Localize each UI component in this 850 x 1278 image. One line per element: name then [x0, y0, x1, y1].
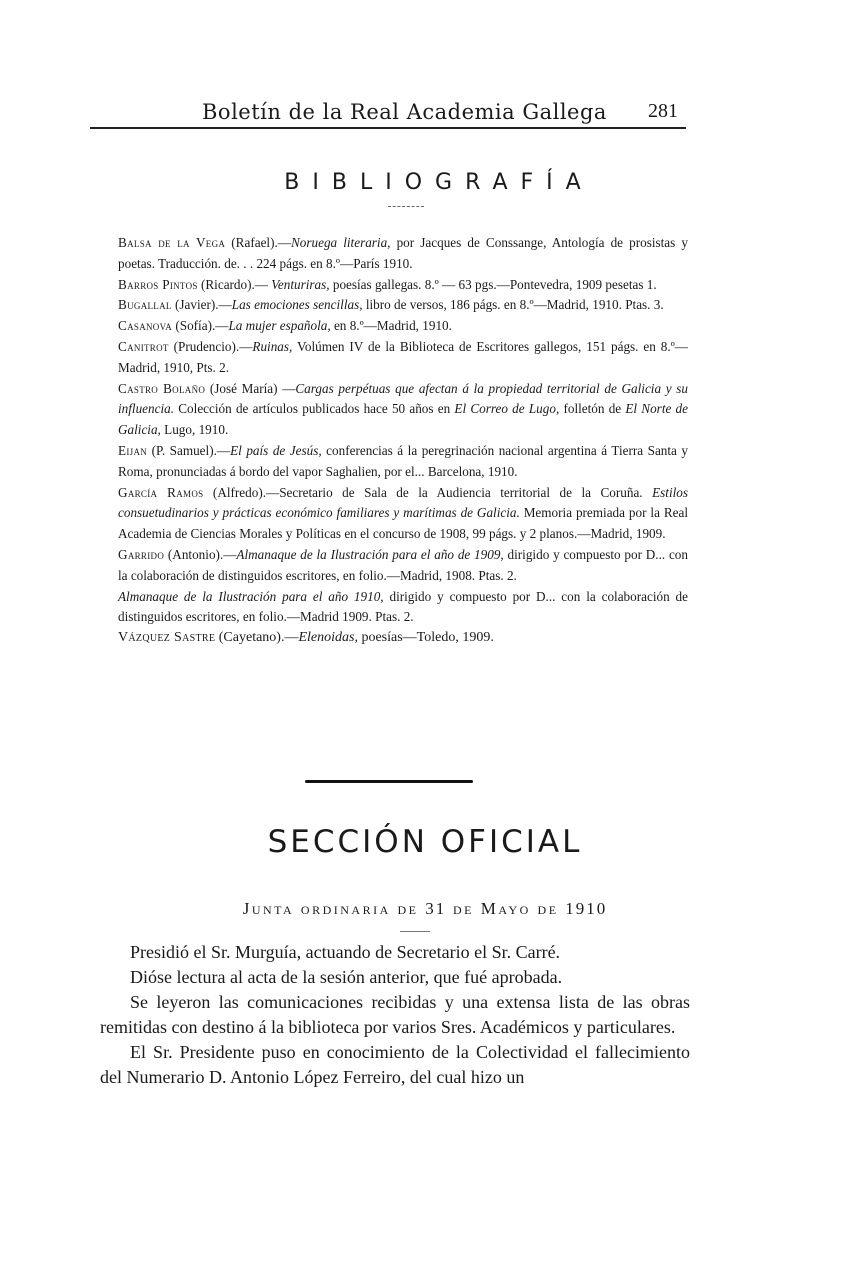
bibliography-heading: BIBLIOGRAFÍA [284, 170, 594, 195]
entry-details: en 8.º—Madrid, 1910. [330, 318, 452, 334]
minutes-body [100, 940, 690, 1090]
entry-author: Castro Bolaño [118, 380, 206, 396]
header-rule [90, 127, 686, 129]
entry-title: La mujer española, [228, 318, 331, 334]
entry-title: Almanaque de la Ilustración para el año 1910, [118, 588, 384, 604]
entry-author: Barros Pintos [118, 276, 198, 292]
bibliography-entry [118, 587, 688, 629]
entry-details: folletón de [559, 401, 626, 417]
session-title-text: Junta ordinaria de [242, 899, 426, 918]
entry-periodical: El Correo de Lugo, [454, 401, 560, 417]
entry-periodical: El Norte de Galicia, [118, 401, 688, 438]
entry-details: dirigido y compuesto por D... con la colaboración de distinguidos escritores, en folio.—Madrid, 1908. Ptas. 2. [118, 546, 688, 583]
session-title-text: de Mayo de [446, 899, 566, 918]
bibliography-entry [118, 316, 688, 337]
entry-author: Balsa de la Vega [118, 235, 226, 250]
entry-title: Almanaque de la Ilustración para el año de 1909, [236, 546, 504, 562]
bibliography-entry [118, 379, 688, 441]
entry-details: libro de versos, 186 págs. en 8.º—Madrid, 1910. Ptas. 3. [362, 297, 664, 313]
section-divider [305, 780, 473, 783]
bibliography-entry [118, 233, 688, 275]
entry-author: Canitrot [118, 338, 169, 354]
bibliography-entry [118, 275, 688, 296]
bibliography-entry [118, 337, 688, 379]
entry-title: Elenoidas, [298, 630, 358, 646]
entry-details: Colección de artículos publicados hace 50 años en [174, 401, 455, 417]
entry-given-name: (Javier).— [171, 297, 232, 313]
entry-author: Eijan [118, 442, 148, 458]
entry-details: poesías gallegas. 8.º — 63 pgs.—Pontevedra, 1909 pesetas 1. [329, 276, 657, 292]
bibliography-entry [118, 545, 688, 587]
entry-given-name: (P. Samuel).— [147, 442, 231, 458]
entry-given-name: (Prudencio).— [168, 338, 253, 354]
entry-details: Lugo, 1910. [160, 422, 229, 438]
entry-details: por Jacques de Conssange, Antología de prosistas y poetas. Traducción. de. . . 224 págs. en 8.º—París 1910. [118, 235, 688, 271]
official-section-heading: SECCIÓN OFICIAL [267, 824, 583, 860]
session-title [0, 899, 850, 919]
minutes-paragraph: Se leyeron las comunicaciones recibidas y una extensa lista de las obras remitidas con destino á la biblioteca por varios Sres. Académicos y particulares. [100, 992, 690, 1037]
running-title: Boletín de la Real Academia Gallega [202, 100, 607, 124]
entry-details: Secretario de Sala de la Audiencia territorial de la Coruña. [279, 484, 653, 500]
entry-author: Garrido [118, 546, 165, 562]
session-rule [400, 931, 430, 932]
bibliography-entry [118, 628, 688, 649]
entry-given-name: (Ricardo).— [197, 276, 272, 292]
minutes-paragraph: Dióse lectura al acta de la sesión anterior, que fué aprobada. [130, 967, 563, 987]
bibliography-entry [118, 483, 688, 545]
bibliography-list [118, 233, 688, 649]
entry-given-name: (José María) — [205, 380, 296, 396]
entry-details: Volúmen IV de la Biblioteca de Escritores gallegos, 151 págs. en 8.º—Madrid, 1910, Pts. 2. [118, 338, 688, 375]
entry-given-name: (Cayetano).— [215, 630, 299, 646]
entry-title: Las emociones sencillas, [231, 297, 363, 313]
entry-details: conferencias á la peregrinación nacional argentina á Tierra Santa y Roma, pronunciadas á bordo del vapor Saghalien, por el... Barcelona, 1910. [118, 442, 689, 479]
bibliography-entry [118, 295, 688, 316]
entry-title: Noruega literaria, [290, 235, 391, 250]
entry-given-name: (Sofía).— [172, 318, 229, 334]
entry-author: Vázquez Sastre [118, 630, 216, 646]
entry-title: Cargas perpétuas que afectan á la propiedad territorial de Galicia y su influencia. [118, 380, 688, 417]
entry-details: dirigido y compuesto por D... con la colaboración de distinguidos escritores, en folio.—Madrid 1909. Ptas. 2. [118, 588, 689, 625]
entry-title: El país de Jesús, [230, 442, 322, 458]
running-header [90, 96, 686, 130]
entry-given-name: (Alfredo).— [203, 484, 280, 500]
session-day: 31 [425, 899, 447, 918]
entry-details: poesías—Toledo, 1909. [357, 630, 494, 646]
minutes-paragraph: Presidió el Sr. Murguía, actuando de Secretario el Sr. Carré. [130, 942, 561, 962]
entry-given-name: (Antonio).— [164, 546, 237, 562]
heading-ornament [388, 206, 424, 207]
entry-given-name: (Rafael).— [225, 235, 291, 250]
entry-author: García Ramos [118, 484, 204, 500]
session-year: 1910 [565, 899, 608, 918]
bibliography-entry [118, 441, 688, 483]
entry-title: Ruinas, [252, 338, 293, 354]
entry-title: Venturiras, [271, 276, 330, 292]
entry-title: Estilos consuetudinarios y prácticas económico familiares y marítimas de Galicia. [118, 484, 688, 521]
entry-author: Bugallal [118, 297, 172, 313]
page-number: 281 [648, 100, 678, 122]
entry-author: Casanova [118, 318, 173, 334]
entry-details: Memoria premiada por la Real Academia de Ciencias Morales y Políticas en el concurso de 1908, 99 págs. y 2 planos.—Madrid, 1909. [118, 505, 688, 542]
minutes-paragraph: El Sr. Presidente puso en conocimiento de la Colectividad el fallecimiento del Numerario D. Antonio López Ferreiro, del cual hizo un [100, 1042, 690, 1087]
